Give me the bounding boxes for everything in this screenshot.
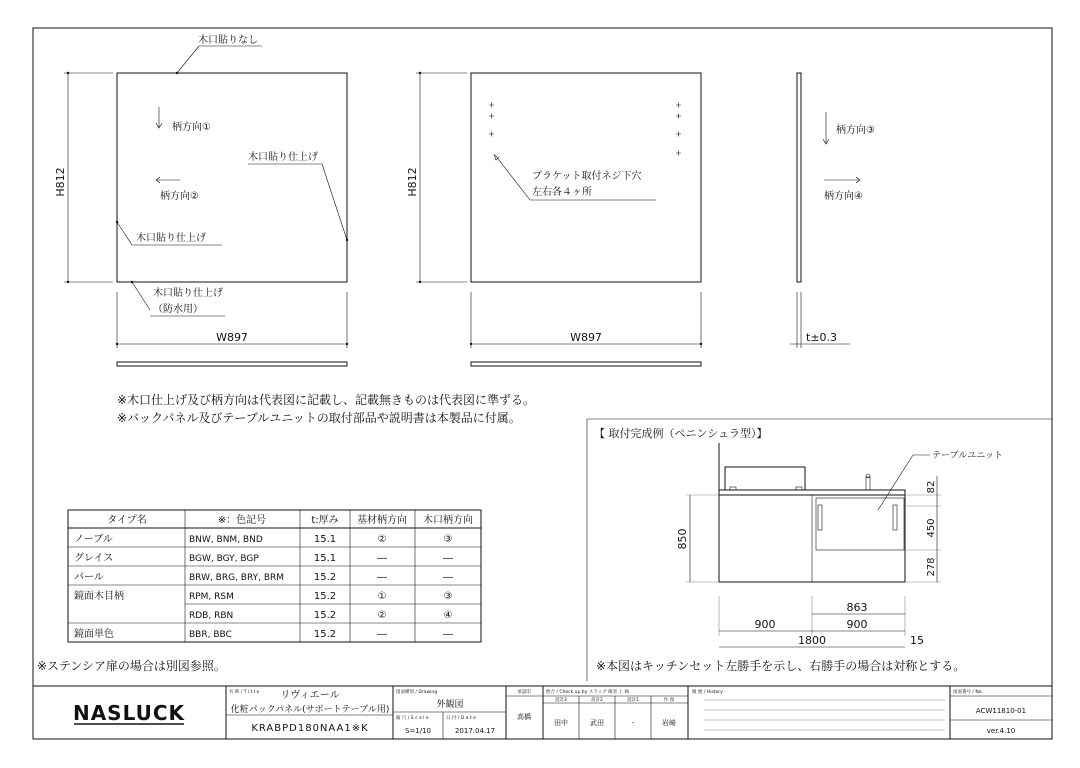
front-view [54, 33, 348, 366]
back-width-dimension: W897 [570, 331, 602, 344]
product-name: リヴィエール [280, 690, 340, 701]
dim-82: 82 [926, 480, 937, 494]
table-header: ※：色記号 [217, 515, 267, 526]
title-block [33, 686, 1052, 739]
front-panel [117, 73, 347, 282]
table-cell: パール [74, 572, 104, 583]
left-edge-label: 木口貼り仕上げ [136, 233, 206, 244]
counter-top [719, 490, 905, 495]
table-cell: ― [443, 553, 453, 564]
bracket-hole-label: ブラケット取付ネジ下穴 [532, 171, 642, 182]
dim-15: 15 [910, 634, 924, 647]
dim-450: 450 [926, 518, 937, 538]
bottom-edge-label: 木口貼り仕上げ [153, 288, 223, 299]
date-caption: 日 付 / D a t e [446, 716, 476, 721]
faucet [866, 477, 870, 490]
front-width-dimension: W897 [216, 331, 248, 344]
nasluck-logo: NASLUCK [72, 701, 186, 725]
product-code: KRABPD180NAA1※K [251, 723, 369, 734]
dim-278: 278 [926, 557, 937, 577]
spec-table [68, 510, 481, 642]
history-caption: 履 歴 / History [692, 690, 723, 695]
grain-direction-3: 柄方向③ [836, 125, 875, 136]
bracket-screw-holes [489, 103, 681, 156]
grain-direction-4: 柄方向④ [824, 191, 863, 202]
date-value: 2017.04.17 [454, 727, 496, 735]
check-role: 作 図 [663, 698, 675, 703]
back-plan-strip [471, 362, 701, 366]
check-name: 武田 [590, 719, 604, 727]
scale-caption: 縮 尺 / S c a l e [396, 716, 429, 721]
side-view [790, 73, 875, 348]
check-role: 設計2 [591, 698, 603, 703]
bottom-edge-waterproof: （防水用） [153, 304, 203, 315]
table-cell: 15.2 [313, 629, 337, 640]
check-caption: 照合 / Check up by スラッグ 確者 上 検 [546, 690, 629, 695]
sheet-border [33, 28, 1052, 739]
table-cell: ① [377, 591, 387, 602]
front-plan-strip [117, 362, 347, 366]
front-height-dimension: H812 [54, 167, 67, 197]
check-role: 設計1 [627, 698, 639, 703]
scale-value: S=1/10 [404, 727, 432, 735]
drawing-type: 外観図 [436, 700, 464, 710]
drawing-type-caption: 図面種別 / Drawing [396, 690, 438, 695]
note-accessories: ※バックパネル及びテーブルユニットの取付部品や説明書は本製品に付属。 [117, 411, 521, 425]
table-cell: 15.2 [313, 610, 337, 621]
side-panel [797, 73, 801, 282]
table-cell: RDB, RBN [189, 611, 234, 621]
table-cell: ④ [443, 610, 453, 621]
table-cell: BGW, BGY, BGP [189, 554, 259, 564]
title-caption: 名 称 / T i t l e [229, 690, 260, 695]
table-cell: 鏡面単色 [74, 629, 114, 640]
table-cell: 15.1 [313, 553, 337, 564]
table-cell: ― [443, 629, 453, 640]
install-example [587, 419, 1052, 681]
drawing-number: ACW11810-01 [975, 707, 1027, 715]
cooktop-block [725, 467, 805, 490]
grain-direction-2: 柄方向② [160, 191, 199, 202]
install-hand-note: ※本図はキッチンセット左勝手を示し、右勝手の場合は対称とする。 [596, 659, 966, 673]
table-header: t:厚み [311, 515, 339, 526]
table-unit-label: テーブルユニット [932, 451, 1003, 461]
table-cell: 15.2 [313, 572, 337, 583]
table-cell: BRW, BRG, BRY, BRM [189, 573, 285, 583]
spec-table-body [74, 533, 453, 640]
table-cell: RPM, RSM [189, 592, 234, 602]
dim-900-left: 900 [754, 618, 776, 631]
bracket-hole-count: 左右各４ヶ所 [532, 187, 592, 198]
table-cell: ノーブル [74, 534, 113, 545]
table-cell: BBR, BBC [189, 630, 232, 640]
right-edge-label: 木口貼り仕上げ [248, 152, 318, 163]
table-unit [816, 498, 904, 550]
thickness-tolerance: t±0.3 [806, 331, 838, 344]
note-edge-finish: ※木口仕上げ及び柄方向は代表図に記載し、記載無きものは代表図に準ずる。 [117, 393, 536, 407]
table-cell: ③ [443, 591, 453, 602]
table-cell: 15.1 [313, 534, 337, 545]
table-cell: 鏡面木目柄 [74, 591, 124, 602]
install-example-title: 【 取付完成例（ペニンシュラ型）】 [594, 427, 768, 440]
back-view [406, 72, 702, 366]
grain-direction-1: 柄方向① [172, 122, 211, 133]
number-caption: 図面番号 / No. [953, 690, 983, 695]
version: ver.4.10 [986, 727, 1016, 735]
spec-table-header [107, 513, 473, 526]
product-subtitle: 化粧パックパネル(サポートテーブル用) [230, 705, 390, 715]
approver-name: 高橋 [517, 713, 531, 721]
dim-900-right: 900 [846, 618, 868, 631]
table-cell: BNW, BNM, BND [189, 535, 263, 545]
back-height-dimension: H812 [406, 167, 419, 197]
table-cell: 15.2 [313, 591, 337, 602]
table-cell: ② [377, 610, 387, 621]
table-cell: ② [377, 534, 387, 545]
top-edge-label: 木口貼りなし [198, 35, 258, 46]
check-name: - [631, 719, 635, 727]
table-cell: ③ [443, 534, 453, 545]
check-name: 田中 [554, 719, 568, 727]
table-header: 木口柄方向 [423, 515, 473, 526]
table-cell: ― [377, 572, 387, 583]
table-cell: グレイス [74, 553, 114, 564]
stencil-door-note: ※ステンシア扉の場合は別図参照。 [37, 659, 226, 673]
dim-850: 850 [676, 528, 689, 550]
table-header: 基材柄方向 [357, 515, 407, 526]
table-cell: ― [377, 629, 387, 640]
table-header: タイプ名 [107, 515, 147, 526]
approver-caption: 承認印 [517, 690, 531, 695]
check-role: 設計3 [555, 698, 567, 703]
table-cell: ― [377, 553, 387, 564]
dim-1800: 1800 [798, 634, 826, 647]
dim-863: 863 [846, 601, 868, 614]
check-name: 岩崎 [662, 719, 676, 727]
table-cell: ― [443, 572, 453, 583]
